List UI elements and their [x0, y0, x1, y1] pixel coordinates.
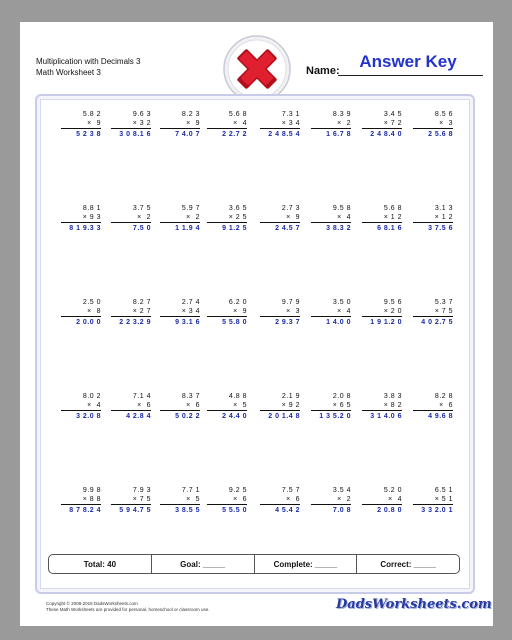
- answer: 1 9 1.2 0: [370, 319, 402, 326]
- multiplier: × 1 2: [413, 213, 453, 223]
- multiplier: × 9 3: [61, 213, 101, 223]
- problem-item: [207, 204, 247, 233]
- problems-panel: [40, 99, 470, 589]
- problem-item: [362, 204, 402, 233]
- answer: 3 1 4.0 6: [370, 413, 402, 420]
- answer: 5 5.5 0: [222, 507, 247, 514]
- multiplicand: 9.6 3: [132, 111, 151, 118]
- multiplier: × 5: [207, 401, 247, 411]
- problem-item: [413, 204, 453, 233]
- multiplicand: 5.9 7: [181, 205, 200, 212]
- answer: 1 4.0 0: [326, 319, 351, 326]
- multiplicand: 3.6 5: [228, 205, 247, 212]
- multiplier: × 9: [61, 119, 101, 129]
- multiplicand: 8.2 8: [434, 393, 453, 400]
- multiplicand: 9.7 9: [281, 299, 300, 306]
- problem-item: [260, 110, 300, 139]
- problem-item: [311, 392, 351, 421]
- problem-item: [61, 204, 101, 233]
- problem-item: [111, 204, 151, 233]
- problem-item: [111, 298, 151, 327]
- multiplier: × 6: [413, 401, 453, 411]
- multiplicand: 7.1 4: [132, 393, 151, 400]
- multiplier: × 9 2: [260, 401, 300, 411]
- name-label: Name:: [306, 65, 340, 77]
- multiplier: × 6: [207, 495, 247, 505]
- multiplicand: 2.7 4: [181, 299, 200, 306]
- problem-item: [362, 486, 402, 515]
- problem-item: [260, 298, 300, 327]
- answer: 5 0.2 2: [175, 413, 200, 420]
- answer: 2 2.7 2: [222, 131, 247, 138]
- problem-item: [207, 392, 247, 421]
- multiplicand: 3.8 3: [383, 393, 402, 400]
- answer: 3 2.0 8: [76, 413, 101, 420]
- multiplier: × 3 2: [111, 119, 151, 129]
- multiplier: × 4: [311, 213, 351, 223]
- answer: 2 4 8.5 4: [268, 131, 300, 138]
- multiplicand: 5.6 8: [383, 205, 402, 212]
- multiplier: × 6 5: [311, 401, 351, 411]
- multiplicand: 7.3 1: [281, 111, 300, 118]
- multiplicand: 3.5 4: [332, 487, 351, 494]
- multiplicand: 7.7 1: [181, 487, 200, 494]
- multiplicand: 2.7 3: [281, 205, 300, 212]
- multiplicand: 4.8 8: [228, 393, 247, 400]
- problem-item: [311, 204, 351, 233]
- multiplier: × 9: [160, 119, 200, 129]
- answer: 8 1 9.3 3: [69, 225, 101, 232]
- problem-item: [413, 110, 453, 139]
- answer: 4 5.4 2: [275, 507, 300, 514]
- problem-item: [111, 392, 151, 421]
- multiplicand: 2.0 8: [332, 393, 351, 400]
- multiplicand: 8.2 3: [181, 111, 200, 118]
- worksheet-page: [20, 22, 493, 626]
- problem-item: [207, 298, 247, 327]
- goal-cell: Goal: _____: [152, 555, 255, 573]
- answer: 1 6.7 8: [326, 131, 351, 138]
- answer: 3 3 2.0 1: [421, 507, 453, 514]
- complete-cell: Complete: _____: [255, 555, 358, 573]
- multiplier: × 4: [207, 119, 247, 129]
- answer: 2 4.5 7: [275, 225, 300, 232]
- problem-item: [413, 486, 453, 515]
- answer: 3 0 8.1 6: [119, 131, 151, 138]
- multiplicand: 5.2 0: [383, 487, 402, 494]
- problems-frame: [35, 94, 475, 594]
- answer: 9 3.1 6: [175, 319, 200, 326]
- problem-item: [160, 204, 200, 233]
- answer: 9 1.2 5: [222, 225, 247, 232]
- answer: 4 0 2.7 5: [421, 319, 453, 326]
- problem-item: [111, 486, 151, 515]
- multiplier: × 8: [61, 307, 101, 317]
- answer: 2 5.6 8: [428, 131, 453, 138]
- answer: 2 0.8 0: [377, 507, 402, 514]
- multiplier: × 2: [311, 119, 351, 129]
- problem-item: [207, 110, 247, 139]
- answer: 2 4 8.4 0: [370, 131, 402, 138]
- problem-item: [260, 392, 300, 421]
- multiplier: × 3: [413, 119, 453, 129]
- problem-item: [311, 110, 351, 139]
- answer: 3 7.5 6: [428, 225, 453, 232]
- multiplicand: 9.9 8: [82, 487, 101, 494]
- problem-item: [160, 110, 200, 139]
- problem-item: [260, 204, 300, 233]
- multiplicand: 9.5 8: [332, 205, 351, 212]
- multiplier: × 4: [362, 495, 402, 505]
- answer: 7 4.0 7: [175, 131, 200, 138]
- copyright-line-2: These Math Worksheets are provided for personal, homeschool or classroom use.: [46, 607, 210, 612]
- answer: 2 2 3.2 9: [119, 319, 151, 326]
- problem-item: [260, 486, 300, 515]
- multiplier: × 2: [160, 213, 200, 223]
- multiplier: × 4: [311, 307, 351, 317]
- multiplicand: 8.5 6: [434, 111, 453, 118]
- answer: 3 8.3 2: [326, 225, 351, 232]
- multiplicand: 5.6 8: [228, 111, 247, 118]
- multiplier: × 2 0: [362, 307, 402, 317]
- correct-cell: Correct: _____: [380, 559, 436, 569]
- problem-item: [61, 298, 101, 327]
- multiplier: × 8 2: [362, 401, 402, 411]
- answer: 1 3 5.2 0: [319, 413, 351, 420]
- answer: 6 8.1 6: [377, 225, 402, 232]
- multiplicand: 6.2 0: [228, 299, 247, 306]
- copyright-line-1: Copyright © 2008-2018 DadsWorksheets.com: [46, 601, 138, 606]
- answer: 2 4.4 0: [222, 413, 247, 420]
- multiplier: × 7 5: [111, 495, 151, 505]
- problem-item: [413, 392, 453, 421]
- multiplicand: 6.5 1: [434, 487, 453, 494]
- problem-item: [160, 392, 200, 421]
- multiplicand: 7.9 3: [132, 487, 151, 494]
- multiplier: × 9: [260, 213, 300, 223]
- multiplier: × 6: [260, 495, 300, 505]
- multiplicand: 2.5 0: [82, 299, 101, 306]
- problem-item: [61, 486, 101, 515]
- multiplicand: 3.5 0: [332, 299, 351, 306]
- answer: 4 9.6 8: [428, 413, 453, 420]
- multiplier: × 2: [311, 495, 351, 505]
- score-footer: [48, 554, 460, 574]
- multiplicand: 8.0 2: [82, 393, 101, 400]
- copyright: [46, 601, 210, 613]
- problem-item: [160, 486, 200, 515]
- multiplier: × 9: [207, 307, 247, 317]
- multiplier: × 8 8: [61, 495, 101, 505]
- multiplicand: 7.5 7: [281, 487, 300, 494]
- problem-item: [111, 110, 151, 139]
- multiplier: × 3 4: [260, 119, 300, 129]
- multiplier: × 2 5: [207, 213, 247, 223]
- multiplicand: 3.1 3: [434, 205, 453, 212]
- problem-item: [362, 110, 402, 139]
- multiplicand: 5.8 2: [82, 111, 101, 118]
- answer: 5 9 4.7 5: [119, 507, 151, 514]
- worksheet-title: [36, 56, 140, 78]
- answer: 7.0 8: [332, 507, 351, 514]
- multiplicand: 3.7 5: [132, 205, 151, 212]
- multiplicand: 8.2 7: [132, 299, 151, 306]
- problem-item: [362, 298, 402, 327]
- multiplicand: 5.3 7: [434, 299, 453, 306]
- multiplier: × 2 7: [111, 307, 151, 317]
- problem-item: [362, 392, 402, 421]
- multiplier: × 4: [61, 401, 101, 411]
- multiplicand: 8.3 7: [181, 393, 200, 400]
- multiplier: × 5 1: [413, 495, 453, 505]
- multiplier: × 5: [160, 495, 200, 505]
- multiplier: × 7 5: [413, 307, 453, 317]
- answer: 4 2.8 4: [126, 413, 151, 420]
- problem-item: [61, 110, 101, 139]
- multiplier: × 3 4: [160, 307, 200, 317]
- answer: 7.5 0: [132, 225, 151, 232]
- answer: 1 1.9 4: [175, 225, 200, 232]
- problem-item: [311, 486, 351, 515]
- brand-logo: DadsWorksheets.com: [336, 597, 492, 612]
- name-underline: [338, 75, 483, 76]
- multiplicand: 8.3 9: [332, 111, 351, 118]
- answer: 2 9.3 7: [275, 319, 300, 326]
- multiplicand: 2.1 9: [281, 393, 300, 400]
- multiplier: × 1 2: [362, 213, 402, 223]
- answer: 2 0 1.4 8: [268, 413, 300, 420]
- multiplier: × 2: [111, 213, 151, 223]
- multiplicand: 8.8 1: [82, 205, 101, 212]
- multiplier: × 7 2: [362, 119, 402, 129]
- multiplier: × 6: [160, 401, 200, 411]
- total-cell: Total: 40: [49, 555, 152, 573]
- title-line-2: Math Worksheet 3: [36, 68, 101, 77]
- answer-key-text: Answer Key: [359, 52, 457, 71]
- multiplicand: 3.4 5: [383, 111, 402, 118]
- problem-item: [61, 392, 101, 421]
- answer: 5 2 3 8: [76, 131, 101, 138]
- multiplier: × 3: [260, 307, 300, 317]
- answer: 8 7 8.2 4: [69, 507, 101, 514]
- problem-item: [413, 298, 453, 327]
- problem-item: [207, 486, 247, 515]
- answer: 5 5.8 0: [222, 319, 247, 326]
- multiplicand: 9.5 6: [383, 299, 402, 306]
- multiplicand: 9.2 5: [228, 487, 247, 494]
- answer: 2 0.0 0: [76, 319, 101, 326]
- multiplier: × 6: [111, 401, 151, 411]
- problem-item: [160, 298, 200, 327]
- problem-item: [311, 298, 351, 327]
- answer: 3 8.5 5: [175, 507, 200, 514]
- title-line-1: Multiplication with Decimals 3: [36, 57, 141, 66]
